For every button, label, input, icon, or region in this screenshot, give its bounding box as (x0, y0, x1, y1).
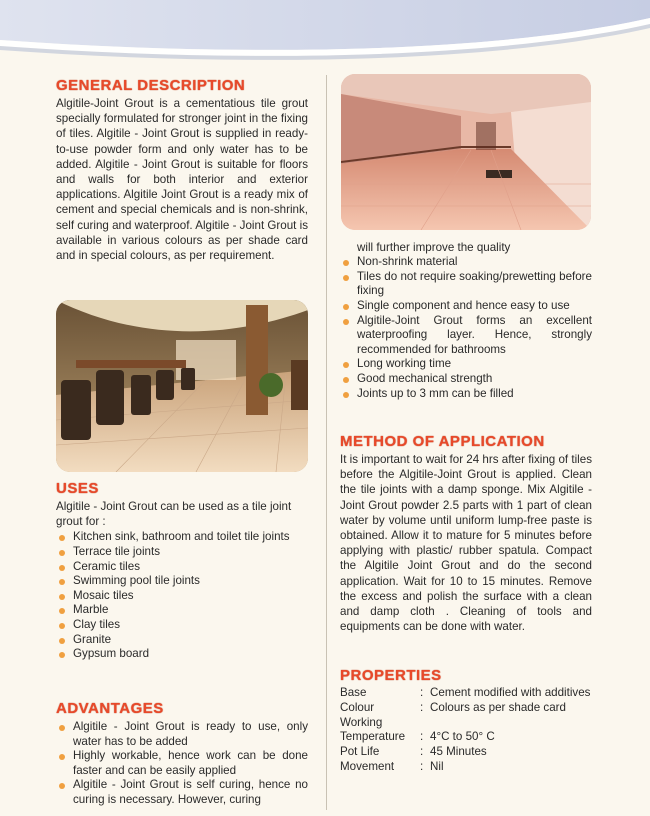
list-item: Non-shrink material (340, 255, 592, 270)
bullet-icon (59, 579, 65, 585)
table-row: Working (340, 715, 383, 729)
bullet-icon (59, 652, 65, 658)
advantages-continuation: will further improve the quality (357, 241, 511, 254)
bullet-icon (59, 594, 65, 600)
list-item: Algitile - Joint Grout is ready to use, only water has to be added (56, 720, 308, 749)
list-item: Algitile - Joint Grout is self curing, hence no curing is necessary. However, curing (56, 778, 308, 807)
uses-intro: Algitile - Joint Grout can be used as a tile joint grout for : (56, 500, 292, 529)
list-item: Terrace tile joints (56, 545, 308, 560)
bullet-icon (343, 319, 349, 325)
properties-heading: PROPERTIES (340, 667, 442, 684)
table-row: Colour : Colours as per shade card (340, 700, 566, 714)
bullet-icon (343, 392, 349, 398)
uses-section (56, 480, 308, 662)
bullet-icon (343, 377, 349, 383)
list-item: Kitchen sink, bathroom and toilet tile joints (56, 530, 308, 545)
bullet-icon (59, 608, 65, 614)
method-heading: METHOD OF APPLICATION (340, 433, 545, 450)
list-item: Marble (56, 603, 308, 618)
general-description-text: Algitile-Joint Grout is a cementatious tile grout specially formulated for stronger joint in the fixing of tiles. Algitile - Joint Grout is supplied in ready-to-use powder form and only water has to be added. Algitile - Joint Grout is suitable for floors and walls for both interior and exterior applications. Algitile Joint Grout is a ready mix of cement and special chemicals and is non-shrink, self curing and waterproof. Algitile - Joint Grout is available in various colours as per shade card and in special colours, as per requirement. (56, 97, 308, 263)
list-item: Swimming pool tile joints (56, 574, 308, 589)
list-item: Good mechanical strength (340, 372, 592, 387)
list-item: Joints up to 3 mm can be filled (340, 387, 592, 402)
bullet-icon (343, 304, 349, 310)
list-item: Highly workable, hence work can be done faster and can be easily applied (56, 749, 308, 778)
properties-section (340, 667, 592, 775)
advantages-continued (340, 240, 592, 401)
corridor-floor-photo (341, 74, 591, 230)
bullet-icon (59, 535, 65, 541)
bullet-icon (59, 565, 65, 571)
properties-table (340, 686, 592, 775)
uses-heading: USES (56, 480, 99, 497)
general-description-heading: GENERAL DESCRIPTION (56, 77, 246, 94)
list-item: Single component and hence easy to use (340, 299, 592, 314)
table-row: Temperature : 4°C to 50° C (340, 730, 495, 744)
bullet-icon (59, 754, 65, 760)
header-swoosh (0, 0, 650, 70)
advantages-list (56, 720, 308, 808)
bullet-icon (343, 275, 349, 281)
table-row: Base : Cement modified with additives (340, 686, 591, 699)
list-item: Granite (56, 633, 308, 648)
method-section (340, 433, 592, 634)
restaurant-floor-photo (56, 300, 308, 472)
advantages-section (56, 700, 308, 808)
bullet-icon (59, 638, 65, 644)
bullet-icon (59, 623, 65, 629)
bullet-icon (59, 550, 65, 556)
list-item: Ceramic tiles (56, 560, 308, 575)
list-item: Clay tiles (56, 618, 308, 633)
advantages-heading: ADVANTAGES (56, 700, 164, 717)
bullet-icon (59, 783, 65, 789)
list-item: Tiles do not require soaking/prewetting before fixing (340, 270, 592, 299)
left-column (56, 75, 308, 263)
bullet-icon (343, 362, 349, 368)
list-item: Algitile-Joint Grout forms an excellent waterproofing layer. Hence, strongly recommended for bathrooms (340, 314, 592, 358)
list-item: Mosaic tiles (56, 589, 308, 604)
bullet-icon (59, 725, 65, 731)
method-text: It is important to wait for 24 hrs after fixing of tiles before the Algitile-Joint Grout is applied. Clean the tile joints with a damp sponge. Mix Algitile - Joint Grout powder 2.5 parts with 1 part of clean water by volume until uniform lump-free paste is obtained. Allow it to mature for 5 minutes before applying with plastic/ rubber spatula. Compact the Algitile Joint Grout and do the second application. Wait for 10 to 15 minutes. Remove the excess and polish the surface with a clean and damp cloth . Cleaning of tools and equipments can be done with water. (340, 453, 592, 634)
table-row: Pot Life : 45 Minutes (340, 745, 487, 759)
column-divider (326, 75, 327, 810)
bullet-icon (343, 260, 349, 266)
list-item: Long working time (340, 357, 592, 372)
list-item: Gypsum board (56, 647, 308, 662)
table-row: Movement : Nil (340, 759, 444, 773)
advantages-list-continued (340, 255, 592, 401)
uses-list (56, 530, 308, 661)
